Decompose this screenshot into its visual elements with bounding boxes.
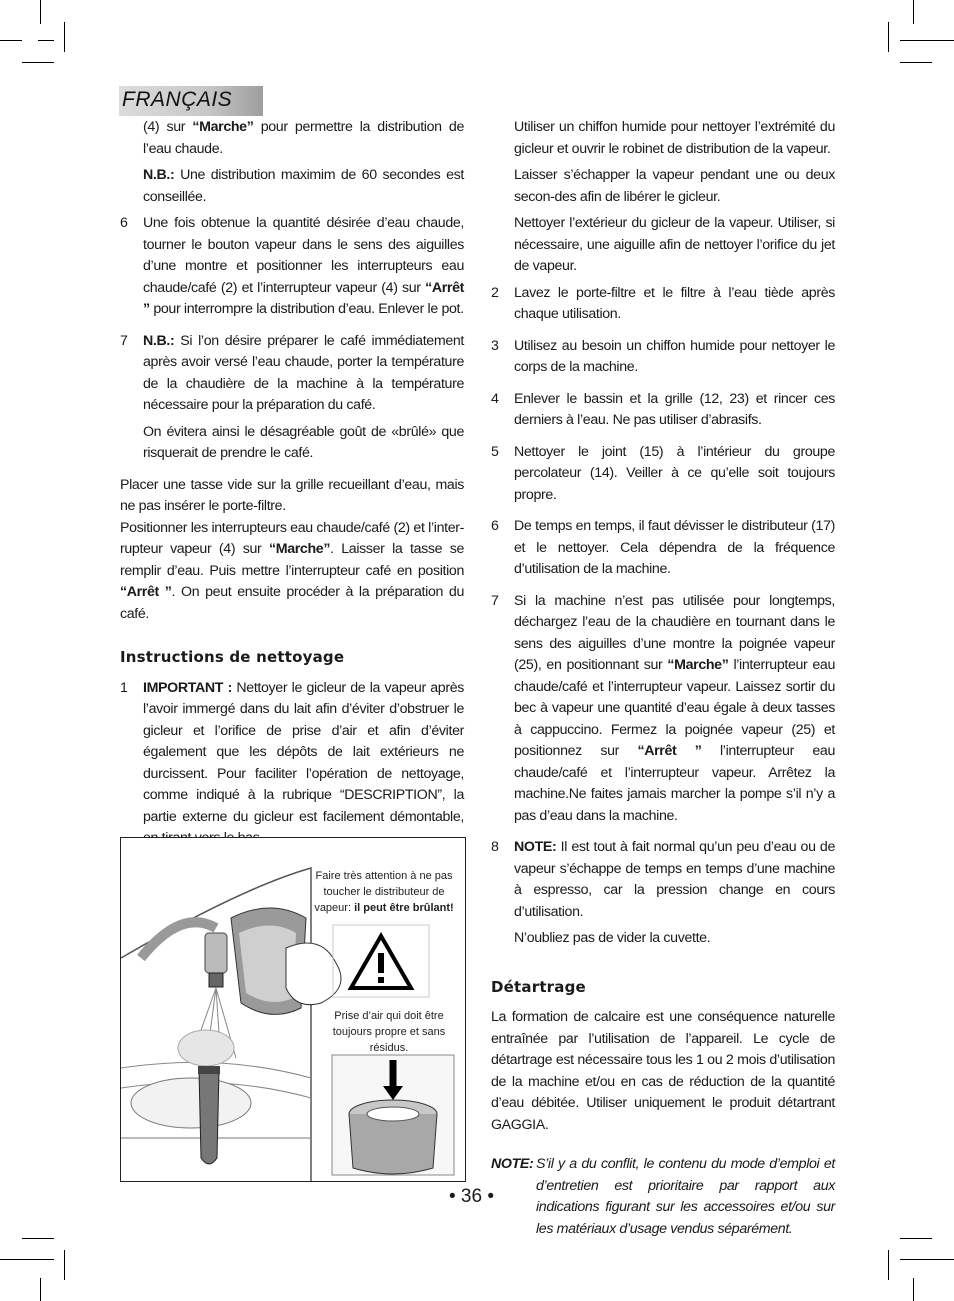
paragraph-nb: N.B.: Une distribution maximim de 60 secondes est conseillée.: [143, 167, 464, 205]
crop-mark: [22, 62, 54, 63]
list-item: 6 Une fois obtenue la quantité désirée d’eau chaude, tourner le bouton vapeur dans le sens des aiguilles d’une montre et positionner les interrupteurs eau chaude/café (2) et l’interrupteur vapeur (4) sur “Arrêt ” pour interrompre la distribution d’eau. Enlever le pot.: [120, 215, 464, 317]
language-tab: [119, 86, 263, 116]
right-column: [491, 117, 835, 1240]
paragraph: La formation de calcaire est une conséquence naturelle entraînée par l’utilisation de l’appareil. Le cycle de détartrage est nécessaire tous les 1 ou 2 mois d’utilisation de la machine et/ou en cas de réduction de la quantité d’eau débitée. Utiliser uniquement le produit détartrant GAGGIA.: [491, 1009, 835, 1133]
crop-mark: [40, 0, 41, 24]
crop-mark: [888, 22, 889, 52]
list-item: 8 NOTE: Il est tout à fait normal qu’un peu d’eau ou de vapeur s’échappe de temps en temps d’une machine à espresso, car la pression change en cours d’utilisation. N’oubliez pas de vider la cuvette.: [491, 839, 835, 946]
list-item: 3 Utilisez au besoin un chiffon humide pour nettoyer le corps de la machine.: [491, 337, 835, 375]
cleaning-illustration: [120, 837, 466, 1182]
crop-mark: [900, 40, 954, 41]
list-item: 4 Enlever le bassin et la grille (12, 23) et rincer ces derniers à l’eau. Ne pas utiliser d’abrasifs.: [491, 390, 835, 428]
crop-mark: [913, 1278, 914, 1301]
crop-mark: [900, 62, 932, 63]
section-heading: Détartrage: [491, 977, 586, 996]
page-number: • 36 •: [449, 1186, 494, 1207]
crop-mark: [900, 1238, 932, 1239]
caption-warning: Faire très attention à ne pas toucher le distributeur de vapeur: il peut être brûlant!: [314, 870, 454, 914]
crop-mark: [64, 22, 65, 52]
crop-mark: [0, 1259, 54, 1260]
section-heading: Instructions de nettoyage: [120, 648, 345, 666]
list-item: 6 De temps en temps, il faut dévisser le distributeur (17) et le nettoyer. Cela dépendra de la fréquence d’utilisation de la machine.: [491, 518, 835, 577]
caption-air-intake: Prise d’air qui doit être toujours propre et sans résidus.: [332, 1010, 446, 1054]
paragraph: Utiliser un chiffon humide pour nettoyer l’extrémité du gicleur et ouvrir le robinet de distribution de la vapeur.: [514, 119, 835, 157]
list-item: 2 Lavez le porte-filtre et le filtre à l’eau tiède après chaque utilisation.: [491, 284, 835, 322]
list-item: 1 IMPORTANT : Nettoyer le gicleur de la vapeur après l’avoir immergé dans du lait afin d’éviter d’obstruer le gicleur et l’orifice de prise d’air et afin d’éviter également que les dépôts de lait extérieurs ne durcissent. Pour faciliter l’opération de nettoyage, comme indiqué à la rubrique “DESCRIPTION”, la partie externe du gicleur est facilement démontable,: [120, 679, 465, 825]
note-block: NOTE: S’il y a du conflit, le contenu du mode d’emploi et d’entretien est prioritaire par rapport aux indications figurant sur les accessoires et/ou sur les matériaux d’usage vendus séparément.: [491, 1156, 835, 1237]
list-item: 7 N.B.: Si l’on désire préparer le café immédiatement après avoir versé l’eau chaude, porter la température de la chaudière de la machine à la température nécessaire pour la préparation du café. On évitera ainsi le désagréable goût de «brûlé» que risquerait de prendre le café.: [120, 332, 464, 461]
crop-mark: [22, 1238, 54, 1239]
language-label: FRANÇAIS: [122, 88, 233, 111]
paragraph: (4) sur “Marche” pour permettre la distribution de l’eau chaude.: [143, 119, 464, 157]
left-column: [120, 117, 464, 860]
crop-mark: [40, 1278, 41, 1301]
crop-mark: [0, 40, 22, 41]
crop-mark: [888, 1250, 889, 1280]
paragraph: Laisser s’échapper la vapeur pendant une ou deux secon-des afin de libérer le gicleur.: [514, 167, 835, 205]
paragraph: Nettoyer l’extérieur du gicleur de la vapeur. Utiliser, si nécessaire, une aiguille afin de nettoyer l’orifice du jet de vapeur.: [514, 215, 835, 274]
list-item: 7 Si la machine n’est pas utilisée pour longtemps, déchargez l’eau de la chaudière en tournant dans le sens des aiguilles d’une montre la poignée vapeur (25), en positionnant sur “Marche” l’interrupteur eau chaude/café et l’interrupteur vapeur. Laissez sortir du bec à vapeur une quantité d’eau égale à deux tasses à cappuccino. Fermez la poignée vapeur (25) et positionnez sur “Arrêt ” l’interrupteur eau chaude/café et l’interrupteur vapeur. Arrêtez la machine.Ne faites jamais marcher la pompe s’il n’y a pas d’eau dans la machine.: [491, 592, 836, 824]
crop-mark: [64, 1250, 65, 1280]
paragraph: Placer une tasse vide sur la grille recueillant d’eau, mais ne pas insérer le porte-filtre.: [120, 476, 464, 514]
crop-mark: [38, 40, 54, 41]
list-item: 5 Nettoyer le joint (15) à l’intérieur du groupe percolateur (14). Veiller à ce qu’elle soit toujours propre.: [491, 443, 835, 503]
paragraph: Positionner les interrupteurs eau chaude/café (2) et l’inter-rupteur vapeur (4) sur “Marche”. Laisser la tasse se remplir d’eau. Puis mettre l’interrupteur café en position “Arrêt ”. On peut ensuite procéder à la préparation du café.: [120, 519, 464, 622]
crop-mark: [900, 1259, 954, 1260]
crop-mark: [913, 0, 914, 24]
